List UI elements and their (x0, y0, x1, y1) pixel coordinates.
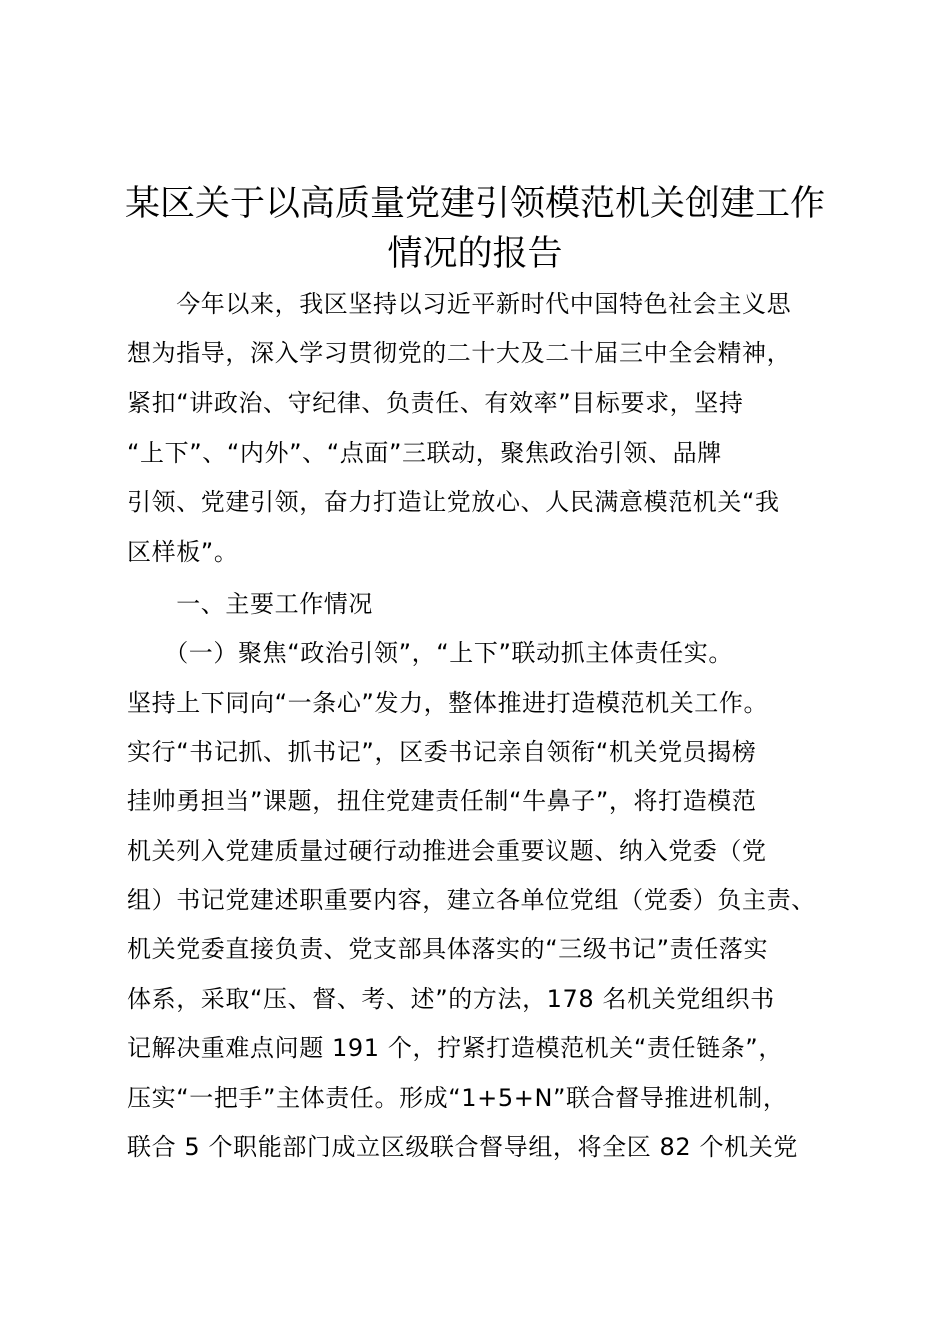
body-text-line: 今年以来，我区坚持以习近平新时代中国特色社会主义思 (127, 290, 792, 318)
body-text-line: 紧扣“讲政治、守纪律、负责任、有效率”目标要求，坚持 (127, 389, 744, 417)
document-title-line-2: 情况的报告 (387, 234, 563, 274)
body-text-line: 挂帅勇担当”课题，扭住党建责任制“牛鼻子”，将打造模范 (127, 787, 757, 815)
body-text-line: 引领、党建引领，奋力打造让党放心、人民满意模范机关“我 (127, 488, 780, 516)
body-text-line: 体系，采取“压、督、考、述”的方法，178 名机关党组织书 (127, 985, 775, 1013)
body-text-line: 实行“书记抓、抓书记”，区委书记亲自领衔“机关党员揭榜 (127, 738, 757, 766)
body-text-line: 组）书记党建述职重要内容，建立各单位党组（党委）负主责、 (127, 886, 816, 914)
section-heading: 一、主要工作情况 (127, 590, 373, 618)
body-text-line: 联合 5 个职能部门成立区级联合督导组，将全区 82 个机关党 (127, 1133, 798, 1161)
body-text-line: 压实“一把手”主体责任。形成“1+5+N”联合督导推进机制， (127, 1084, 788, 1112)
body-text-line: 机关列入党建质量过硬行动推进会重要议题、纳入党委（党 (127, 837, 767, 865)
body-text-line: 记解决重难点问题 191 个，拧紧打造模范机关“责任链条”， (127, 1034, 783, 1062)
body-text-line: 坚持上下同向“一条心”发力，整体推进打造模范机关工作。 (127, 689, 769, 717)
body-text-line: 机关党委直接负责、党支部具体落实的“三级书记”责任落实 (127, 935, 769, 963)
body-text-line: 区样板”。 (127, 538, 239, 566)
body-text-line: “上下”、“内外”、“点面”三联动，聚焦政治引领、品牌 (127, 439, 722, 467)
document-title-line-1: 某区关于以高质量党建引领模范机关创建工作 (124, 184, 825, 224)
subsection-heading: （一）聚焦“政治引领”，“上下”联动抓主体责任实。 (127, 639, 733, 667)
body-text-line: 想为指导，深入学习贯彻党的二十大及二十届三中全会精神， (127, 339, 792, 367)
